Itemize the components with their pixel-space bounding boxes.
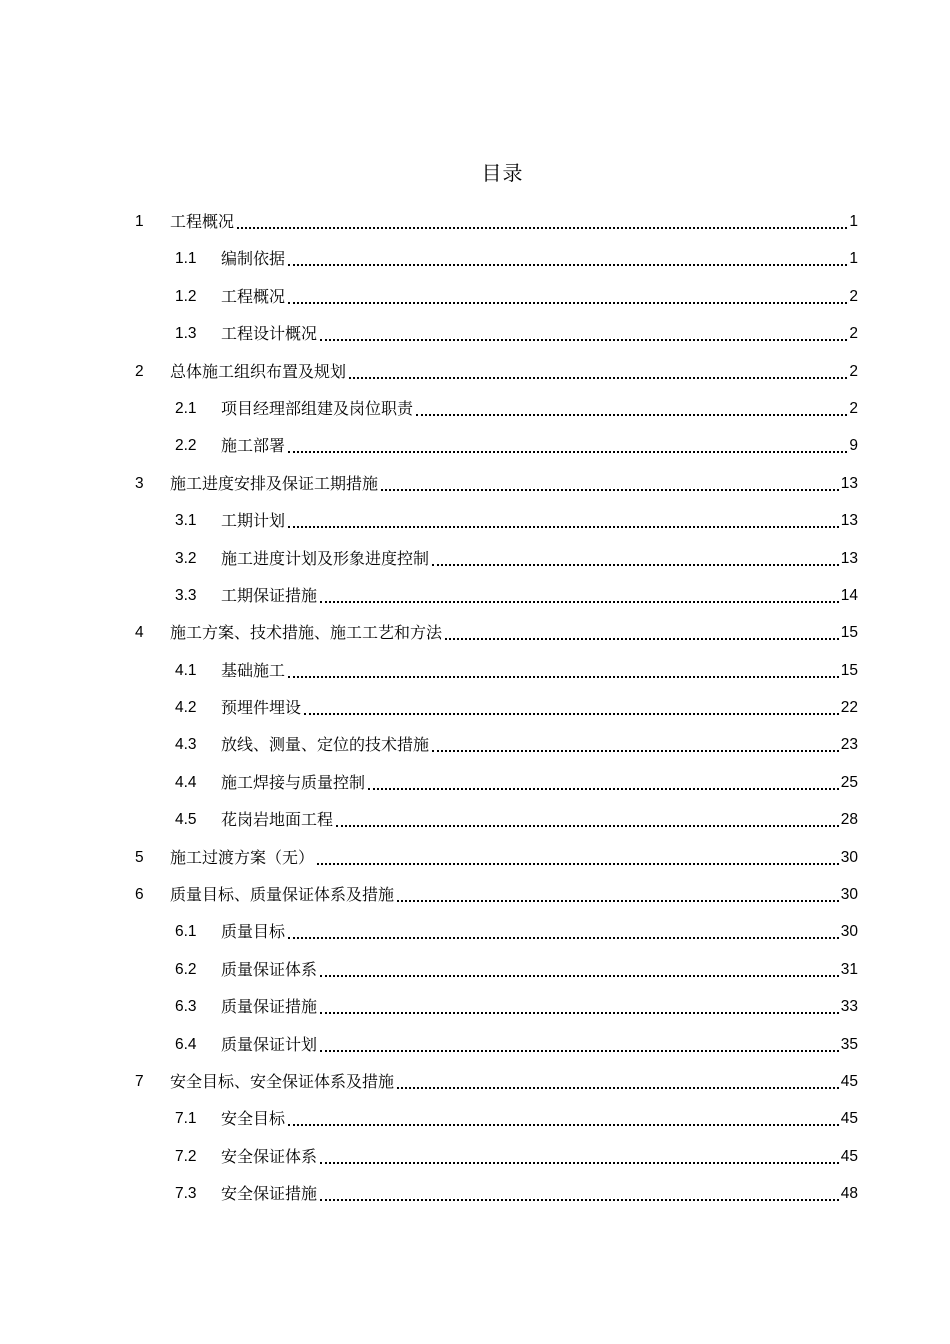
toc-entry-number: 6.3 [175,998,197,1016]
toc-entry-page: 2 [849,362,858,380]
toc-dot-leader [288,1124,839,1126]
toc-entry-label: 施工方案、技术措施、施工工艺和方法 [170,623,443,643]
toc-entry-page: 15 [840,661,858,679]
toc-entry-page: 9 [849,437,858,455]
toc-entry-number: 7 [135,1072,144,1090]
toc-entry-number: 3.2 [175,549,197,567]
toc-entry[interactable] [0,1100,950,1137]
toc-entry[interactable] [0,465,950,502]
toc-dot-leader [320,1012,839,1014]
toc-dot-leader [237,227,847,229]
toc-dot-leader [288,302,847,304]
toc-entry-page: 30 [840,848,858,866]
toc-entry[interactable] [0,278,950,315]
toc-entry[interactable] [0,315,950,352]
toc-dot-leader [368,788,839,790]
toc-dot-leader [432,750,839,752]
toc-entry-label: 安全保证体系 [221,1146,318,1166]
toc-dot-leader [381,489,839,491]
toc-entry-number: 4 [135,624,144,642]
toc-entry-label: 质量保证体系 [221,959,318,979]
toc-dot-leader [288,451,847,453]
toc-entry-number: 6.2 [175,960,197,978]
toc-entry[interactable] [0,502,950,539]
toc-entry-page: 28 [840,811,858,829]
toc-entry-number: 2.1 [175,399,197,417]
toc-entry-label: 施工进度计划及形象进度控制 [221,548,430,568]
toc-entry-label: 工程概况 [221,286,286,306]
toc-entry[interactable] [0,353,950,390]
toc-entry-label: 安全保证措施 [221,1184,318,1204]
toc-entry-page: 45 [840,1072,858,1090]
toc-entry-page: 2 [849,399,858,417]
toc-dot-leader [320,975,839,977]
toc-entry-number: 4.5 [175,811,197,829]
toc-entry[interactable] [0,1175,950,1212]
toc-entry-label: 基础施工 [221,660,286,680]
toc-dot-leader [288,526,839,528]
toc-entry[interactable] [0,427,950,464]
toc-entry-label: 施工部署 [221,436,286,456]
toc-entry-number: 6.4 [175,1035,197,1053]
toc-entry-page: 14 [840,586,858,604]
toc-entry-page: 30 [840,923,858,941]
toc-entry[interactable] [0,801,950,838]
toc-entry-label: 放线、测量、定位的技术措施 [221,735,430,755]
toc-entry-page: 13 [840,512,858,530]
toc-entry-page: 45 [840,1110,858,1128]
toc-dot-leader [320,339,847,341]
toc-entry[interactable] [0,951,950,988]
toc-entry-page: 1 [849,213,858,230]
toc-entry-page: 1 [849,250,858,268]
toc-entry-page: 30 [840,886,858,904]
toc-entry[interactable] [0,764,950,801]
toc-entry-label: 施工过渡方案（无） [170,847,315,867]
toc-entry-page: 23 [840,736,858,754]
toc-list [0,203,950,1213]
toc-entry-label: 质量保证计划 [221,1034,318,1054]
toc-entry-number: 6.1 [175,923,197,941]
toc-dot-leader [288,937,839,939]
toc-title: 目录 [481,161,524,185]
toc-entry[interactable] [0,614,950,651]
toc-entry-number: 5 [135,848,144,866]
toc-entry-label: 总体施工组织布置及规划 [170,361,347,381]
toc-dot-leader [445,638,839,640]
toc-entry-page: 31 [840,960,858,978]
toc-dot-leader [336,825,839,827]
toc-entry-number: 4.1 [175,661,197,679]
toc-entry[interactable] [0,689,950,726]
toc-entry-page: 48 [840,1185,858,1203]
toc-entry-page: 13 [840,474,858,492]
toc-entry[interactable] [0,540,950,577]
toc-entry-label: 安全目标、安全保证体系及措施 [170,1071,395,1091]
toc-entry[interactable] [0,1138,950,1175]
toc-dot-leader [320,1199,839,1201]
toc-entry[interactable] [0,240,950,277]
toc-entry-label: 工期保证措施 [221,585,318,605]
toc-dot-leader [320,1050,839,1052]
toc-entry[interactable] [0,652,950,689]
toc-entry-label: 预埋件埋设 [221,698,302,718]
toc-entry-page: 13 [840,549,858,567]
toc-entry-number: 3 [135,474,144,492]
toc-entry-label: 项目经理部组建及岗位职责 [221,398,414,418]
toc-entry-label: 施工焊接与质量控制 [221,772,366,792]
toc-entry[interactable] [0,988,950,1025]
toc-entry-label: 工程概况 [170,212,235,231]
toc-entry-number: 7.2 [175,1147,197,1165]
toc-dot-leader [288,676,839,678]
toc-entry-label: 质量保证措施 [221,997,318,1017]
toc-entry[interactable] [0,1026,950,1063]
toc-entry-number: 1.1 [175,250,197,268]
toc-entry-label: 安全目标 [221,1109,286,1129]
toc-entry-number: 7.3 [175,1185,197,1203]
toc-entry-page: 22 [840,699,858,717]
toc-entry-page: 15 [840,624,858,642]
toc-dot-leader [317,863,839,865]
toc-entry-page: 2 [849,325,858,343]
toc-entry-label: 工期计划 [221,511,286,531]
toc-entry-number: 2 [135,362,144,380]
toc-entry-page: 2 [849,287,858,305]
toc-entry-number: 1.2 [175,287,197,305]
toc-entry-page: 35 [840,1035,858,1053]
toc-entry[interactable] [0,390,950,427]
toc-entry[interactable] [0,577,950,614]
toc-entry-label: 质量目标 [221,922,286,942]
toc-dot-leader [397,1087,839,1089]
toc-entry[interactable] [0,1063,950,1100]
toc-entry-number: 3.1 [175,512,197,530]
toc-entry[interactable] [0,203,950,240]
toc-entry-number: 4.3 [175,736,197,754]
toc-entry-number: 7.1 [175,1110,197,1128]
toc-entry-page: 25 [840,773,858,791]
toc-entry-label: 质量目标、质量保证体系及措施 [170,885,395,905]
toc-dot-leader [304,713,839,715]
toc-dot-leader [320,1162,839,1164]
toc-entry[interactable] [0,913,950,950]
toc-entry[interactable] [0,839,950,876]
toc-entry-number: 1 [135,213,144,230]
toc-entry-number: 3.3 [175,586,197,604]
toc-dot-leader [432,564,839,566]
toc-entry-number: 1.3 [175,325,197,343]
toc-entry[interactable] [0,876,950,913]
toc-entry-number: 2.2 [175,437,197,455]
toc-entry-number: 4.2 [175,699,197,717]
toc-dot-leader [320,601,839,603]
toc-dot-leader [397,900,839,902]
toc-entry-page: 33 [840,998,858,1016]
toc-entry-number: 4.4 [175,773,197,791]
toc-entry-label: 施工进度安排及保证工期措施 [170,473,379,493]
toc-entry-number: 6 [135,886,144,904]
toc-entry-label: 编制依据 [221,249,286,269]
toc-dot-leader [349,377,847,379]
toc-dot-leader [288,264,847,266]
toc-entry-page: 45 [840,1147,858,1165]
toc-dot-leader [416,414,847,416]
toc-entry-label: 工程设计概况 [221,324,318,344]
toc-entry[interactable] [0,726,950,763]
toc-entry-label: 花岗岩地面工程 [221,810,334,830]
